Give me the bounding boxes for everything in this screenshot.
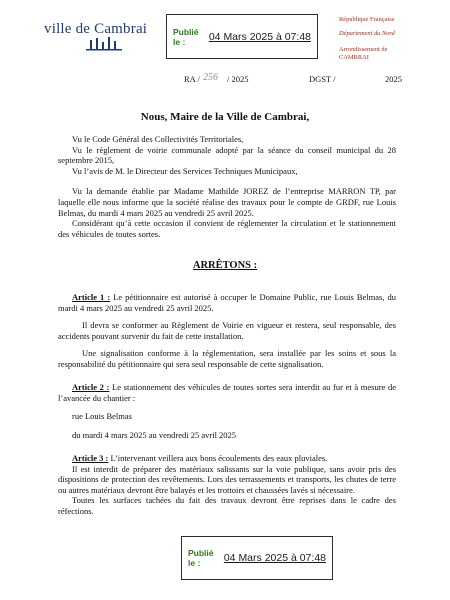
article-3-paragraph-2: Il est interdit de préparer des matériaux salissants sur la voie publique, sans avoir pris des dispositions de protection des revêtements. Lors des terrassements et transports, les chutes de terre ou autres matériaux devront être balayés et les trottoirs et chaussées lavés si nécessaire. [58,463,396,495]
article-1-heading: Article 1 : [72,292,111,302]
dgst-label: DGST / [309,74,336,84]
article-3-heading: Article 3 : [72,453,109,463]
ra-year: / 2025 [227,74,249,84]
ra-number: 256 [203,72,218,83]
publication-stamp-bottom [181,536,333,580]
stamp-label: Publié le : [173,26,199,47]
consideration-avis: Vu l’avis de M. le Directeur des Services Techniques Municipaux, [72,165,298,176]
article-2 [58,382,396,440]
article-3 [58,453,396,517]
article-3-text: L’intervenant veillera aux bons écoulements des eaux pluviales. [108,453,328,463]
article-2-text: Le stationnement des véhicules de toutes sortes sera interdit au fur et à mesure de l’avancée du chantier : [58,382,396,403]
stamp-label: Publié le : [188,548,214,568]
stamp-value: 04 Mars 2025 à 07:48 [223,552,326,564]
article-2-heading: Article 2 : [72,382,110,392]
stamp-value: 04 Mars 2025 à 07:48 [208,30,311,43]
department-label: Département du Nord [339,30,395,37]
dgst-year: 2025 [385,74,402,84]
article-1-text: Le pétitionnaire est autorisé à occuper le Domaine Public, rue Louis Belmas, du mardi 4 mars 2025 au vendredi 25 avril 2025. [58,292,396,313]
city-logo-icon [86,37,126,51]
considerations [58,134,396,239]
publication-stamp-top [166,14,318,59]
article-1 [58,292,396,370]
logo-text: ville de Cambrai [44,21,148,37]
article-2-street: rue Louis Belmas [72,411,132,422]
consideration-reglement: Vu le règlement de voirie communale adopté par la séance du conseil municipal du 28 septembre 2015, [58,144,396,166]
ra-label: RA / [184,74,200,84]
page-title: Nous, Maire de la Ville de Cambrai, [140,111,310,123]
article-3-paragraph-3: Toutes les surfaces tachées du fait des travaux devront être reprises dans le cadre des réfections. [58,495,396,516]
consideration-cgct: Vu le Code Général des Collectivités Territoriales, [72,134,244,144]
article-1-paragraph-2: Il devra se conformer au Règlement de Voirie en vigueur et restera, seul responsable, des accidents pouvant survenir du fait de cette installation. [58,320,396,341]
article-2-dates: du mardi 4 mars 2025 au vendredi 25 avril 2025 [72,429,237,440]
arretons-heading: ARRÊTONS : [192,260,258,271]
article-1-paragraph-3: Une signalisation conforme à la réglementation, sera installée par les soins et sous la responsabilité du pétitionnaire qui sera seul responsable de cette signalisation. [58,348,396,369]
arrondissement-label: Arrondissement de CAMBRAI [339,46,388,61]
republic-label: République Française [339,16,395,23]
administrative-header [339,16,439,62]
consideration-considerant: Considérant qu’à cette occasion il convient de réglementer la circulation et le stationnement des véhicules de toutes sortes. [58,218,396,239]
consideration-demande: Vu la demande établie par Madame Mathilde JOREZ de l’entreprise MARRON TP, par laquelle elle nous informe que la société réalise des travaux pour le compte de GRDF, rue Louis Belmas, du mardi 4 mars 2025 au vendredi 25 avril 2025. [58,186,396,218]
